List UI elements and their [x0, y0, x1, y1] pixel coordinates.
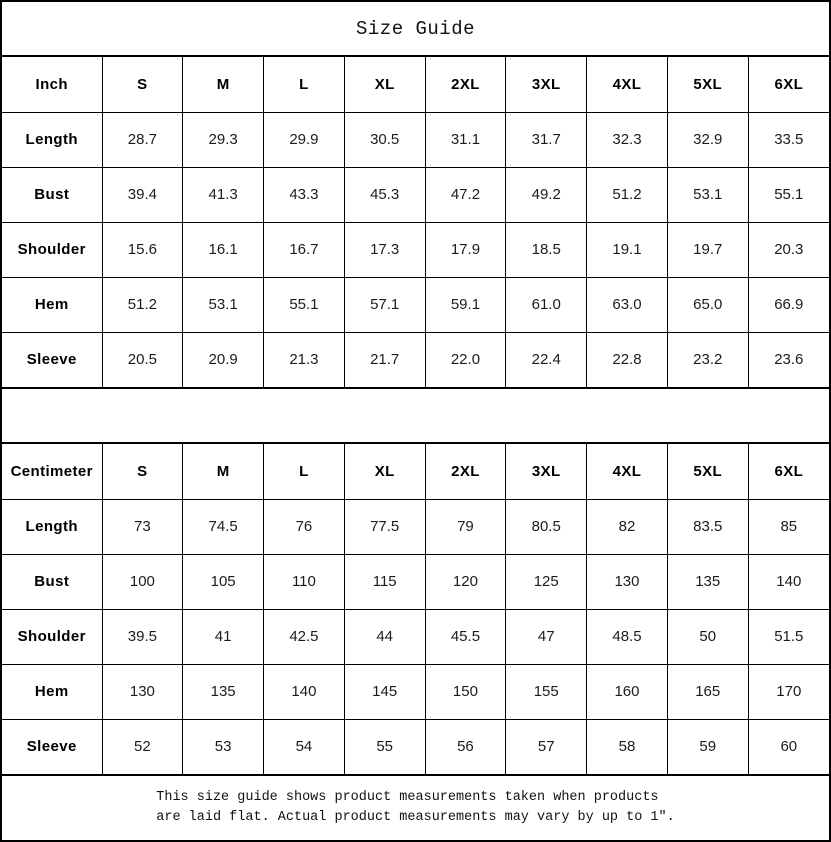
measurement-cell: 22.0: [425, 332, 506, 387]
size-header-cell: 5XL: [667, 57, 748, 112]
measurement-cell: 74.5: [183, 499, 264, 554]
row-label-cell: Sleeve: [2, 719, 102, 774]
measurement-cell: 22.8: [587, 332, 668, 387]
size-header-cell: 5XL: [667, 444, 748, 499]
measurement-cell: 145: [344, 664, 425, 719]
measurement-cell: 52: [102, 719, 183, 774]
measurement-cell: 51.2: [587, 167, 668, 222]
measurement-cell: 49.2: [506, 167, 587, 222]
measurement-cell: 39.5: [102, 609, 183, 664]
table-header-row: [2, 444, 829, 499]
measurement-cell: 65.0: [667, 277, 748, 332]
inch-size-table: [2, 57, 829, 387]
unit-header-cell: Centimeter: [2, 444, 102, 499]
measurement-cell: 53: [183, 719, 264, 774]
size-guide-title: Size Guide: [355, 17, 476, 40]
measurement-cell: 19.7: [667, 222, 748, 277]
measurement-cell: 58: [587, 719, 668, 774]
measurement-cell: 50: [667, 609, 748, 664]
size-header-cell: XL: [344, 57, 425, 112]
measurement-cell: 21.7: [344, 332, 425, 387]
measurement-cell: 31.7: [506, 112, 587, 167]
measurement-cell: 17.9: [425, 222, 506, 277]
measurement-cell: 63.0: [587, 277, 668, 332]
table-row: [2, 112, 829, 167]
measurement-cell: 30.5: [344, 112, 425, 167]
measurement-cell: 23.2: [667, 332, 748, 387]
measurement-cell: 43.3: [264, 167, 345, 222]
measurement-cell: 77.5: [344, 499, 425, 554]
size-header-cell: S: [102, 57, 183, 112]
measurement-cell: 61.0: [506, 277, 587, 332]
measurement-cell: 33.5: [748, 112, 829, 167]
measurement-cell: 83.5: [667, 499, 748, 554]
measurement-cell: 45.3: [344, 167, 425, 222]
measurement-cell: 53.1: [183, 277, 264, 332]
row-label-cell: Bust: [2, 554, 102, 609]
size-header-cell: 4XL: [587, 444, 668, 499]
table-row: [2, 609, 829, 664]
measurement-cell: 19.1: [587, 222, 668, 277]
table-row: [2, 167, 829, 222]
row-label-cell: Bust: [2, 167, 102, 222]
measurement-cell: 16.1: [183, 222, 264, 277]
measurement-cell: 48.5: [587, 609, 668, 664]
measurement-cell: 29.3: [183, 112, 264, 167]
row-label-cell: Shoulder: [2, 609, 102, 664]
measurement-cell: 45.5: [425, 609, 506, 664]
measurement-cell: 18.5: [506, 222, 587, 277]
row-label-cell: Sleeve: [2, 332, 102, 387]
measurement-cell: 135: [183, 664, 264, 719]
measurement-cell: 59: [667, 719, 748, 774]
measurement-cell: 55.1: [748, 167, 829, 222]
measurement-cell: 79: [425, 499, 506, 554]
size-header-cell: 6XL: [748, 57, 829, 112]
measurement-cell: 22.4: [506, 332, 587, 387]
size-header-cell: 4XL: [587, 57, 668, 112]
measurement-cell: 80.5: [506, 499, 587, 554]
size-header-cell: 3XL: [506, 57, 587, 112]
size-header-cell: 2XL: [425, 444, 506, 499]
measurement-cell: 165: [667, 664, 748, 719]
measurement-cell: 76: [264, 499, 345, 554]
measurement-cell: 21.3: [264, 332, 345, 387]
measurement-cell: 41: [183, 609, 264, 664]
size-header-cell: L: [264, 444, 345, 499]
measurement-cell: 42.5: [264, 609, 345, 664]
measurement-cell: 66.9: [748, 277, 829, 332]
table-header-row: [2, 57, 829, 112]
measurement-cell: 60: [748, 719, 829, 774]
measurement-cell: 150: [425, 664, 506, 719]
size-guide-title-row: [2, 2, 829, 57]
measurement-cell: 82: [587, 499, 668, 554]
measurement-cell: 17.3: [344, 222, 425, 277]
measurement-cell: 20.5: [102, 332, 183, 387]
measurement-cell: 41.3: [183, 167, 264, 222]
measurement-cell: 20.9: [183, 332, 264, 387]
measurement-cell: 32.3: [587, 112, 668, 167]
measurement-cell: 57.1: [344, 277, 425, 332]
measurement-cell: 120: [425, 554, 506, 609]
row-label-cell: Shoulder: [2, 222, 102, 277]
table-spacer: [2, 387, 829, 444]
measurement-cell: 125: [506, 554, 587, 609]
size-header-cell: M: [183, 57, 264, 112]
measurement-cell: 85: [748, 499, 829, 554]
table-row: [2, 222, 829, 277]
measurement-cell: 56: [425, 719, 506, 774]
unit-header-cell: Inch: [2, 57, 102, 112]
footnote-text: [156, 788, 674, 828]
size-header-cell: M: [183, 444, 264, 499]
measurement-cell: 55: [344, 719, 425, 774]
size-header-cell: 6XL: [748, 444, 829, 499]
measurement-cell: 55.1: [264, 277, 345, 332]
measurement-cell: 105: [183, 554, 264, 609]
measurement-cell: 53.1: [667, 167, 748, 222]
row-label-cell: Hem: [2, 277, 102, 332]
measurement-cell: 59.1: [425, 277, 506, 332]
measurement-cell: 73: [102, 499, 183, 554]
footnote-line-1: This size guide shows product measurements taken when products: [156, 790, 659, 805]
row-label-cell: Hem: [2, 664, 102, 719]
measurement-cell: 47: [506, 609, 587, 664]
measurement-cell: 170: [748, 664, 829, 719]
measurement-cell: 51.2: [102, 277, 183, 332]
measurement-cell: 51.5: [748, 609, 829, 664]
measurement-cell: 135: [667, 554, 748, 609]
measurement-cell: 39.4: [102, 167, 183, 222]
measurement-cell: 130: [587, 554, 668, 609]
size-header-cell: S: [102, 444, 183, 499]
measurement-cell: 29.9: [264, 112, 345, 167]
measurement-cell: 23.6: [748, 332, 829, 387]
measurement-cell: 115: [344, 554, 425, 609]
measurement-cell: 110: [264, 554, 345, 609]
measurement-cell: 155: [506, 664, 587, 719]
size-header-cell: XL: [344, 444, 425, 499]
measurement-cell: 140: [264, 664, 345, 719]
measurement-cell: 44: [344, 609, 425, 664]
measurement-cell: 140: [748, 554, 829, 609]
centimeter-size-table: [2, 444, 829, 774]
size-header-cell: 2XL: [425, 57, 506, 112]
measurement-cell: 54: [264, 719, 345, 774]
footnote-line-2: are laid flat. Actual product measurements may vary by up to 1″.: [156, 810, 675, 825]
table-row: [2, 719, 829, 774]
measurement-cell: 28.7: [102, 112, 183, 167]
measurement-cell: 160: [587, 664, 668, 719]
row-label-cell: Length: [2, 112, 102, 167]
size-header-cell: L: [264, 57, 345, 112]
size-guide-footnote: [2, 774, 829, 840]
measurement-cell: 16.7: [264, 222, 345, 277]
measurement-cell: 31.1: [425, 112, 506, 167]
table-row: [2, 332, 829, 387]
table-row: [2, 277, 829, 332]
table-row: [2, 554, 829, 609]
measurement-cell: 100: [102, 554, 183, 609]
table-row: [2, 664, 829, 719]
size-header-cell: 3XL: [506, 444, 587, 499]
measurement-cell: 20.3: [748, 222, 829, 277]
table-row: [2, 499, 829, 554]
measurement-cell: 15.6: [102, 222, 183, 277]
measurement-cell: 47.2: [425, 167, 506, 222]
measurement-cell: 130: [102, 664, 183, 719]
measurement-cell: 32.9: [667, 112, 748, 167]
measurement-cell: 57: [506, 719, 587, 774]
row-label-cell: Length: [2, 499, 102, 554]
